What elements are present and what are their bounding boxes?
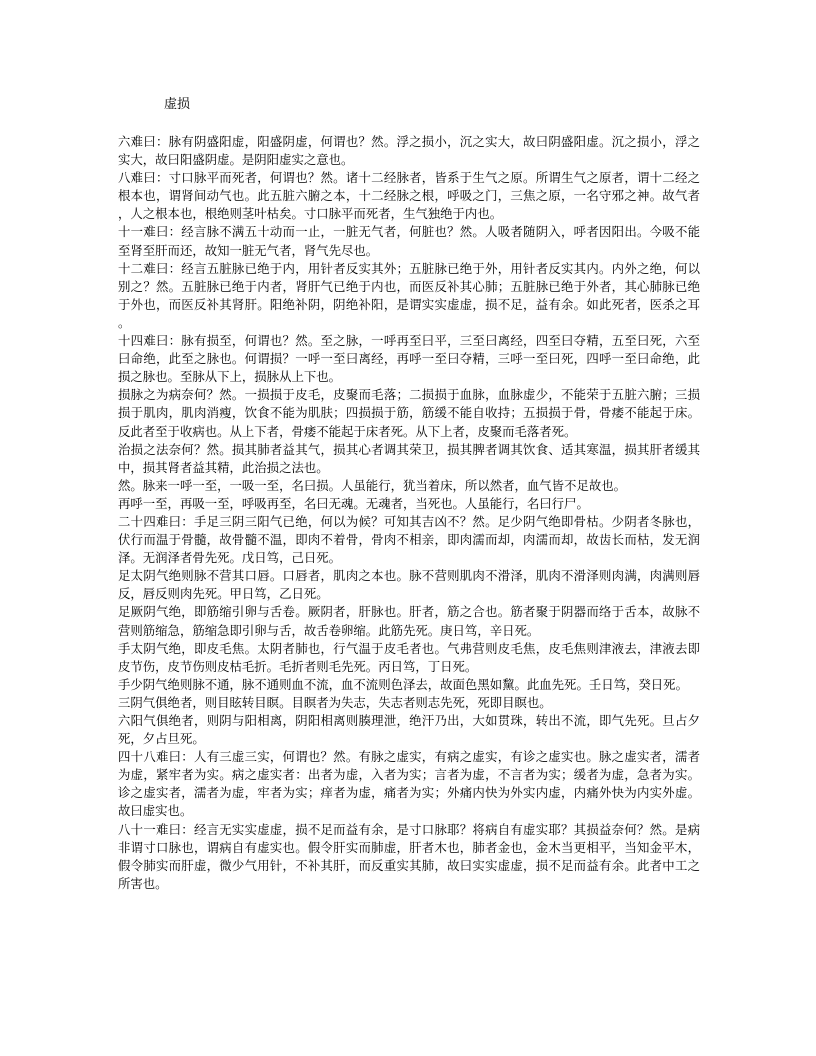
paragraph-11-nan: 十一难曰：经言脉不满五十动而一止，一脏无气者，何脏也？然。人吸者随阴入，呼者因阳出。今吸不能至肾至肝而还，故知一脏无气者，肾气先尽也。 <box>118 224 700 258</box>
paragraph-shou-tai-yin: 手太阴气绝，即皮毛焦。太阴者肺也，行气温于皮毛者也。气弗营则皮毛焦，皮毛焦则津液去，津液去即皮节伤，皮节伤则皮枯毛折。毛折者则毛先死。丙日笃，丁日死。 <box>118 640 700 674</box>
paragraph-san-yin: 三阴气俱绝者，则目眩转目瞑。目瞑者为失志，失志者则志先死，死即目瞑也。 <box>118 694 552 710</box>
paragraph-zai-hu: 再呼一至，再吸一至，呼吸再至，名曰无魂。无魂者，当死也。人虽能行，名曰行尸。 <box>118 495 589 511</box>
paragraph-81-nan: 八十一难曰：经言无实实虚虚，损不足而益有余，是寸口脉耶？将病自有虚实耶？其损益奈何？然。是病非谓寸口脉也，谓病自有虚实也。假令肝实而肺虚，肝者木也，肺者金也，金木当更相平，当知金平木，假令肺实而肝虚，微少气用针，不补其肝，而反重实其肺，故曰实实虚虚，损不足而益有余。此者中工之所害也。 <box>118 821 700 891</box>
paragraph-sun-mai-bing: 损脉之为病奈何？然。一损损于皮毛，皮聚而毛落；二损损于血脉，血脉虚少，不能荣于五脏六腑；三损损于肌肉，肌肉消瘦，饮食不能为肌肤；四损损于筋，筋缓不能自收持；五损损于骨，骨痿不能起于床。反此者至于收病也。从上下者，骨痿不能起于床者死。从下上者，皮聚而毛落者死。 <box>118 387 700 439</box>
paragraph-zhi-sun-fa: 治损之法奈何？然。损其肺者益其气，损其心者调其荣卫，损其脾者调其饮食、适其寒温，损其肝者缓其中，损其肾者益其精，此治损之法也。 <box>118 441 700 475</box>
paragraph-mai-lai: 然。脉来一呼一至，一吸一至，名曰损。人虽能行，犹当着床，所以然者，血气皆不足故也。 <box>118 477 627 493</box>
paragraph-zu-jue-yin: 足厥阴气绝，即筋缩引卵与舌卷。厥阴者，肝脉也。肝者，筋之合也。筋者聚于阴器而络于舌本，故脉不营则筋缩急，筋缩急即引卵与舌，故舌卷卵缩。此筋先死。庚日笃，辛日死。 <box>118 604 700 638</box>
paragraph-48-nan: 四十八难曰：人有三虚三实，何谓也？然。有脉之虚实，有病之虚实，有诊之虚实也。脉之虚实者，濡者为虚，紧牢者为实。病之虚实者：出者为虚，入者为实；言者为虚，不言者为实；缓者为虚，急者为实。诊之虚实者，濡者为虚，牢者为实；痒者为虚，痛者为实；外痛内快为外实内虚，内痛外快为内实外虚。故曰虚实也。 <box>118 749 700 819</box>
document-body <box>118 133 700 893</box>
paragraph-8-nan: 八难曰：寸口脉平而死者，何谓也？然。诸十二经脉者，皆系于生气之原。所谓生气之原者，谓十二经之根本也，谓肾间动气也。此五脏六腑之本，十二经脉之根，呼吸之门，三焦之原，一名守邪之神。故气者，人之根本也，根绝则茎叶枯矣。寸口脉平而死者，生气独绝于内也。 <box>118 170 700 222</box>
paragraph-24-nan: 二十四难曰：手足三阴三阳气已绝，何以为候？可知其吉凶不？然。足少阴气绝即骨枯。少阴者冬脉也，伏行而温于骨髓，故骨髓不温，即肉不着骨，骨肉不相亲，即肉濡而却，肉濡而却，故齿长而枯，发无润泽。无润泽者骨先死。戊日笃，己日死。 <box>118 513 700 566</box>
paragraph-liu-yang: 六阳气俱绝者，则阴与阳相离，阴阳相离则腠理泄，绝汗乃出，大如贯珠，转出不流，即气先死。旦占夕死，夕占旦死。 <box>118 713 700 747</box>
paragraph-12-nan: 十二难曰：经言五脏脉已绝于内，用针者反实其外；五脏脉已绝于外，用针者反实其内。内外之绝，何以别之？然。五脏脉已绝于内者，肾肝气已绝于内也，而医反补其心肺；五脏脉已绝于外者，其心肺脉已绝于外也，而医反补其肾肝。阳绝补阴，阴绝补阳，是谓实实虚虚，损不足，益有余。如此死者，医杀之耳。 <box>118 260 700 330</box>
paragraph-6-nan: 六难曰：脉有阴盛阳虚，阳盛阴虚，何谓也？然。浮之损小，沉之实大，故曰阴盛阳虚。沉之损小，浮之实大，故曰阳盛阴虚。是阴阳虚实之意也。 <box>118 134 700 168</box>
paragraph-shou-shao-yin: 手少阴气绝则脉不通，脉不通则血不流，血不流则色泽去，故面色黑如黧。此血先死。壬日笃，癸日死。 <box>118 676 688 692</box>
page-title: 虚损 <box>164 97 191 112</box>
paragraph-14-nan: 十四难曰：脉有损至，何谓也？然。至之脉，一呼再至曰平，三至曰离经，四至曰夺精，五至曰死，六至曰命绝，此至之脉也。何谓损？一呼一至曰离经，再呼一至曰夺精，三呼一至曰死，四呼一至曰命绝，此损之脉也。至脉从下上，损脉从上下也。 <box>118 333 700 385</box>
paragraph-zu-tai-yin: 足太阴气绝则脉不营其口唇。口唇者，肌肉之本也。脉不营则肌肉不滑泽，肌肉不滑泽则肉满，肉满则唇反，唇反则肉先死。甲日笃，乙日死。 <box>118 568 700 602</box>
